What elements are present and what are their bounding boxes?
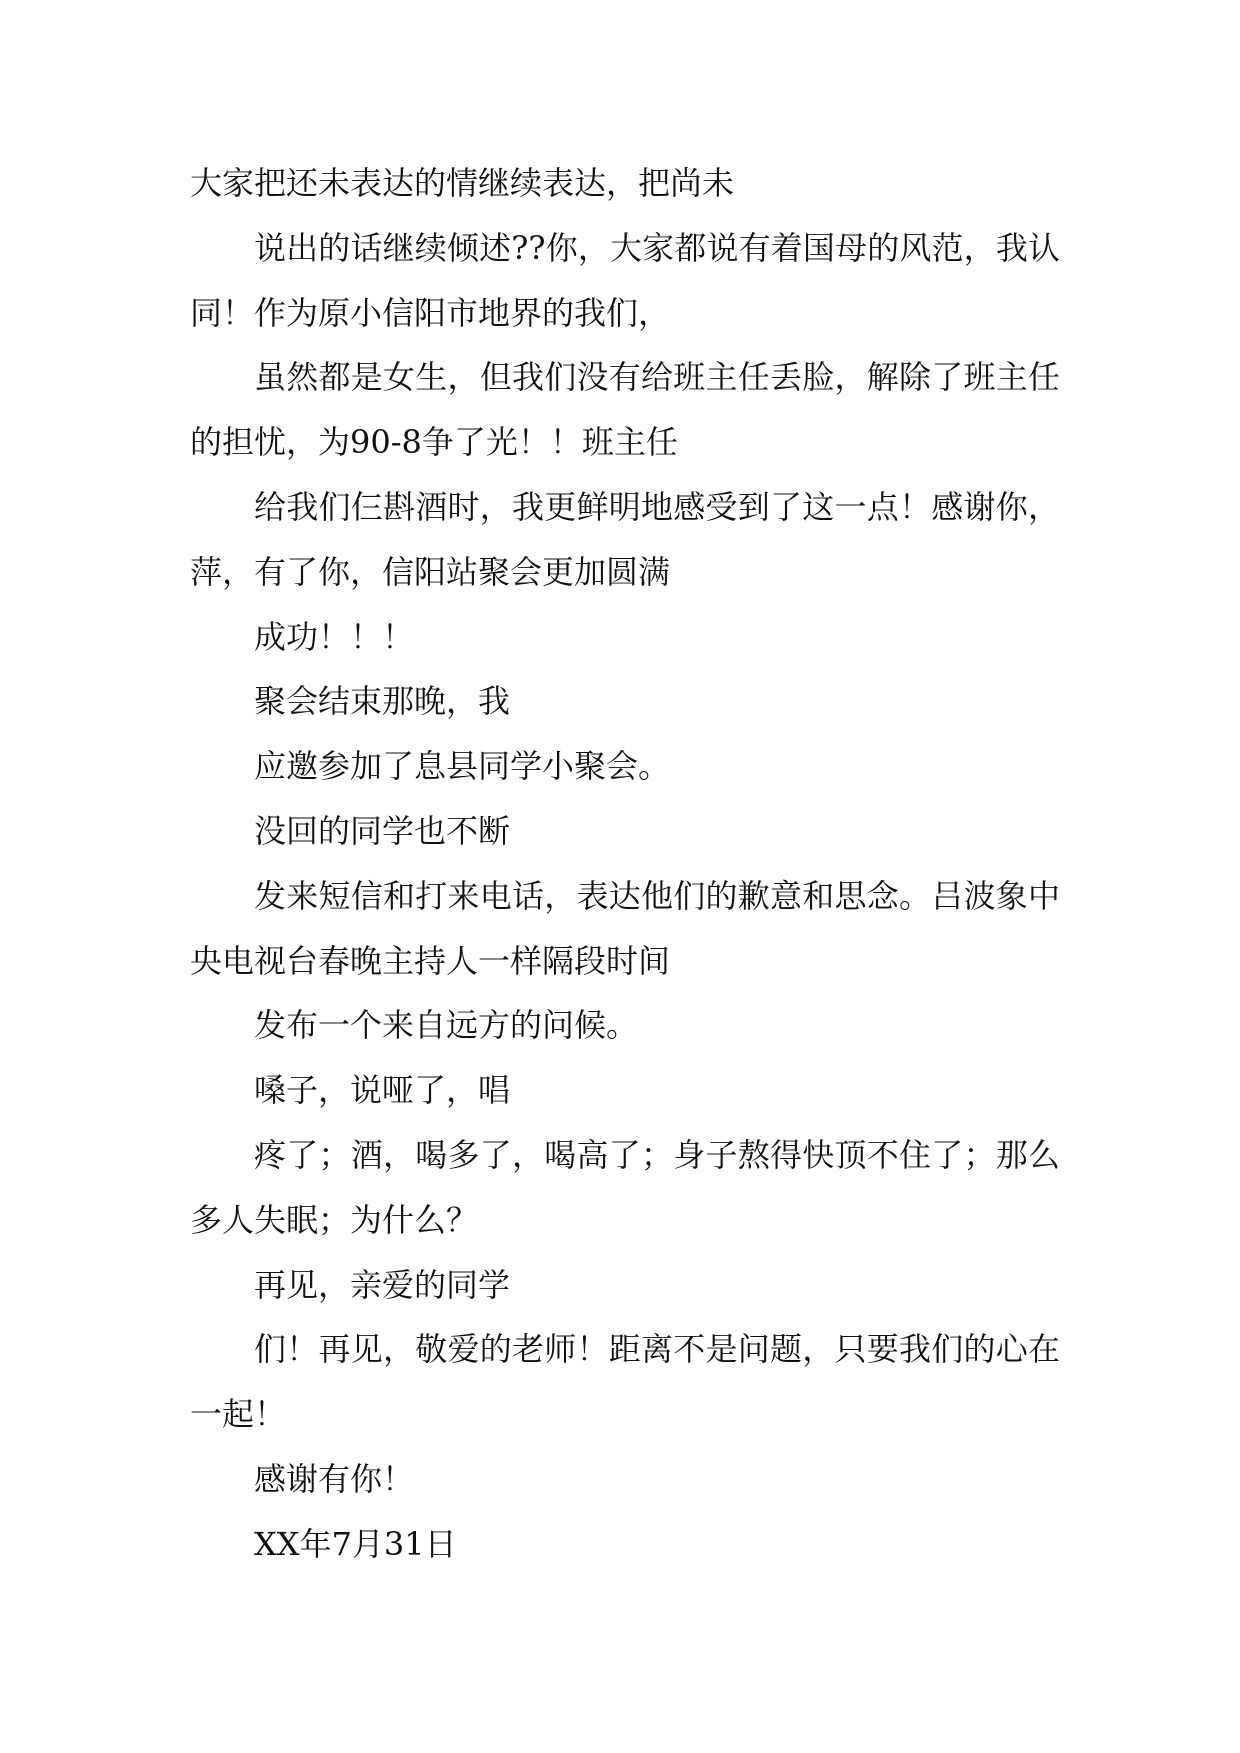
paragraph: 疼了；酒，喝多了，喝高了；身子熬得快顶不住了；那么多人失眠；为什么？: [190, 1135, 1060, 1239]
paragraph: 大家把还未表达的情继续表达，把尚未: [190, 164, 735, 202]
paragraph: 聚会结束那晚，我: [254, 682, 511, 721]
paragraph: 没回的同学也不断: [254, 811, 511, 850]
paragraph: 虽然都是女生，但我们没有给班主任丢脸，解除了班主任的担忧，为90-8争了光！！班主任: [190, 358, 1060, 462]
paragraph: 说出的话继续倾述??你，大家都说有着国母的风范，我认同！作为原小信阳市地界的我们，: [190, 228, 1060, 332]
paragraph: 嗓子，说哑了，唱: [254, 1071, 511, 1110]
paragraph: 发来短信和打来电话，表达他们的歉意和思念。吕波象中央电视台春晚主持人一样隔段时间: [190, 876, 1060, 980]
paragraph: 成功！！！: [254, 617, 415, 656]
paragraph: 感谢有你！: [254, 1459, 415, 1498]
date-line: XX年7月31日: [254, 1524, 457, 1563]
paragraph: 应邀参加了息县同学小聚会。: [254, 747, 671, 786]
paragraph: 发布一个来自远方的问候。: [254, 1006, 639, 1045]
paragraph: 再见，亲爱的同学: [254, 1265, 511, 1304]
document-body: [190, 151, 1060, 1577]
paragraph: 给我们仨斟酒时，我更鲜明地感受到了这一点！感谢你，萍，有了你，信阳站聚会更加圆满: [190, 487, 1060, 591]
paragraph: 们！再见，敬爱的老师！距离不是问题，只要我们的心在一起！: [190, 1330, 1060, 1434]
